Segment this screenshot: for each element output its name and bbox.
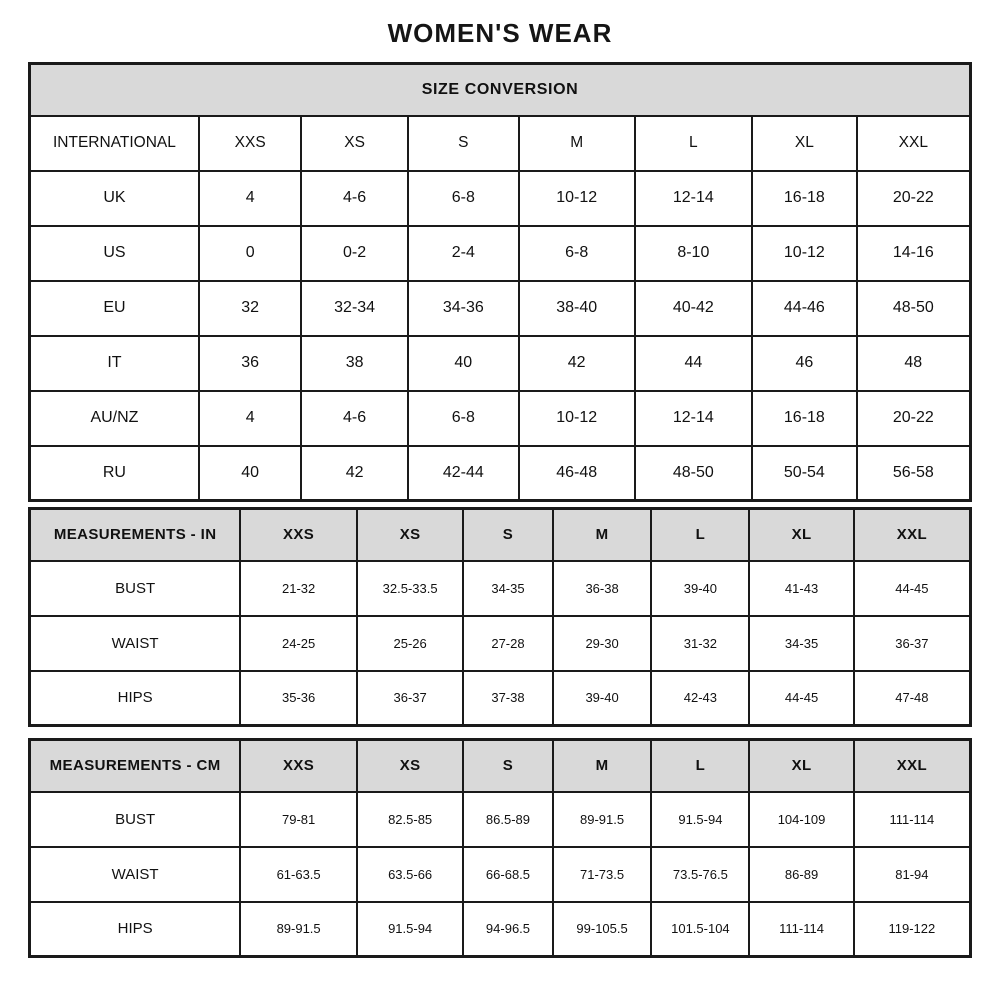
table-cell: 56-58 — [857, 446, 971, 501]
table-row — [30, 561, 971, 616]
table-cell: 66-68.5 — [463, 847, 552, 902]
column-header: INTERNATIONAL — [30, 116, 199, 171]
table-cell: 29-30 — [553, 616, 652, 671]
table-cell: 36-37 — [854, 616, 971, 671]
table-row — [30, 391, 971, 446]
table-cell: 36 — [199, 336, 302, 391]
table-cell: 10-12 — [519, 391, 635, 446]
table-cell: 86.5-89 — [463, 792, 552, 847]
table-cell: 89-91.5 — [240, 902, 357, 957]
table-cell: 61-63.5 — [240, 847, 357, 902]
table-row — [30, 847, 971, 902]
table-cell: 82.5-85 — [357, 792, 463, 847]
table-cell: 44-45 — [854, 561, 971, 616]
table-cell: 46 — [752, 336, 856, 391]
row-label: IT — [30, 336, 199, 391]
table-cell: 10-12 — [519, 171, 635, 226]
table-cell: 99-105.5 — [553, 902, 652, 957]
page-title: WOMEN'S WEAR — [387, 18, 613, 48]
row-label: AU/NZ — [30, 391, 199, 446]
row-label: HIPS — [30, 902, 241, 957]
table-cell: 38-40 — [519, 281, 635, 336]
table-cell: 6-8 — [519, 226, 635, 281]
table-cell: 12-14 — [635, 391, 753, 446]
row-label: BUST — [30, 561, 241, 616]
table-cell: 119-122 — [854, 902, 971, 957]
column-header: M — [553, 509, 652, 561]
table-cell: 38 — [301, 336, 407, 391]
table-cell: 71-73.5 — [553, 847, 652, 902]
table-cell: 44-46 — [752, 281, 856, 336]
table-cell: 104-109 — [749, 792, 853, 847]
table-cell: 81-94 — [854, 847, 971, 902]
column-header: XXL — [854, 509, 971, 561]
table-cell: 44 — [635, 336, 753, 391]
column-header: M — [519, 116, 635, 171]
column-header: XS — [301, 116, 407, 171]
table-cell: 42 — [301, 446, 407, 501]
table-cell: 94-96.5 — [463, 902, 552, 957]
table-cell: 47-48 — [854, 671, 971, 726]
table-cell: 14-16 — [857, 226, 971, 281]
table-cell: 73.5-76.5 — [651, 847, 749, 902]
table-cell: 36-38 — [553, 561, 652, 616]
column-header: XS — [357, 740, 463, 792]
table-cell: 41-43 — [749, 561, 853, 616]
row-label: BUST — [30, 792, 241, 847]
row-label: RU — [30, 446, 199, 501]
table-row — [30, 226, 971, 281]
table-cell: 6-8 — [408, 171, 519, 226]
column-header: XXL — [854, 740, 971, 792]
table-cell: 111-114 — [854, 792, 971, 847]
row-label: US — [30, 226, 199, 281]
table-row — [30, 792, 971, 847]
table-cell: 32 — [199, 281, 302, 336]
table-cell: 20-22 — [857, 391, 971, 446]
column-header: L — [635, 116, 753, 171]
column-header: S — [463, 509, 552, 561]
table-row — [30, 616, 971, 671]
table-cell: 16-18 — [752, 171, 856, 226]
table-cell: 111-114 — [749, 902, 853, 957]
table-cell: 40 — [408, 336, 519, 391]
table-cell: 4 — [199, 171, 302, 226]
row-label: WAIST — [30, 616, 241, 671]
row-label: WAIST — [30, 847, 241, 902]
table-cell: 32.5-33.5 — [357, 561, 463, 616]
table-cell: 63.5-66 — [357, 847, 463, 902]
table-cell: 42-43 — [651, 671, 749, 726]
column-header: L — [651, 740, 749, 792]
table-cell: 48-50 — [857, 281, 971, 336]
table-row — [30, 671, 971, 726]
table-cell: 6-8 — [408, 391, 519, 446]
table-row — [30, 446, 971, 501]
measurements-in-table — [28, 507, 972, 727]
column-header: XL — [752, 116, 856, 171]
table-cell: 48 — [857, 336, 971, 391]
table-cell: 50-54 — [752, 446, 856, 501]
table-cell: 21-32 — [240, 561, 357, 616]
table-cell: 40-42 — [635, 281, 753, 336]
table-cell: 40 — [199, 446, 302, 501]
size-conversion-table — [28, 62, 972, 502]
column-header: XXS — [240, 509, 357, 561]
table-cell: 0-2 — [301, 226, 407, 281]
table-cell: 16-18 — [752, 391, 856, 446]
table-row — [30, 902, 971, 957]
row-label: EU — [30, 281, 199, 336]
column-header-row — [30, 509, 971, 561]
table-cell: 10-12 — [752, 226, 856, 281]
table-cell: 12-14 — [635, 171, 753, 226]
measurements-cm-table — [28, 738, 972, 958]
table-cell: 4-6 — [301, 171, 407, 226]
table-cell: 20-22 — [857, 171, 971, 226]
table-cell: 34-36 — [408, 281, 519, 336]
table-cell: 31-32 — [651, 616, 749, 671]
column-header: XXL — [857, 116, 971, 171]
table-cell: 89-91.5 — [553, 792, 652, 847]
table-cell: 39-40 — [553, 671, 652, 726]
size-conversion-header: SIZE CONVERSION — [30, 64, 971, 116]
table-cell: 32-34 — [301, 281, 407, 336]
table-cell: 34-35 — [463, 561, 552, 616]
table-cell: 27-28 — [463, 616, 552, 671]
row-label: HIPS — [30, 671, 241, 726]
table-row — [30, 281, 971, 336]
table-cell: 91.5-94 — [651, 792, 749, 847]
column-header: M — [553, 740, 652, 792]
table-cell: 37-38 — [463, 671, 552, 726]
column-header-row — [30, 116, 971, 171]
column-header: XL — [749, 740, 853, 792]
table-cell: 46-48 — [519, 446, 635, 501]
table-cell: 34-35 — [749, 616, 853, 671]
table-cell: 36-37 — [357, 671, 463, 726]
table-cell: 79-81 — [240, 792, 357, 847]
column-header: XXS — [199, 116, 302, 171]
table-cell: 24-25 — [240, 616, 357, 671]
table-cell: 91.5-94 — [357, 902, 463, 957]
column-header: XS — [357, 509, 463, 561]
column-header: MEASUREMENTS - CM — [30, 740, 241, 792]
table-cell: 0 — [199, 226, 302, 281]
table-cell: 39-40 — [651, 561, 749, 616]
table-cell: 101.5-104 — [651, 902, 749, 957]
table-cell: 35-36 — [240, 671, 357, 726]
column-header: S — [463, 740, 552, 792]
row-label: UK — [30, 171, 199, 226]
table-cell: 25-26 — [357, 616, 463, 671]
table-cell: 4-6 — [301, 391, 407, 446]
column-header: XL — [749, 509, 853, 561]
table-cell: 42 — [519, 336, 635, 391]
column-header: L — [651, 509, 749, 561]
table-cell: 42-44 — [408, 446, 519, 501]
table-row — [30, 336, 971, 391]
column-header: S — [408, 116, 519, 171]
table-cell: 4 — [199, 391, 302, 446]
table-cell: 44-45 — [749, 671, 853, 726]
table-cell: 48-50 — [635, 446, 753, 501]
column-header: MEASUREMENTS - IN — [30, 509, 241, 561]
column-header-row — [30, 740, 971, 792]
table-cell: 2-4 — [408, 226, 519, 281]
table-title-row — [30, 64, 971, 116]
column-header: XXS — [240, 740, 357, 792]
table-cell: 86-89 — [749, 847, 853, 902]
table-row — [30, 171, 971, 226]
table-cell: 8-10 — [635, 226, 753, 281]
